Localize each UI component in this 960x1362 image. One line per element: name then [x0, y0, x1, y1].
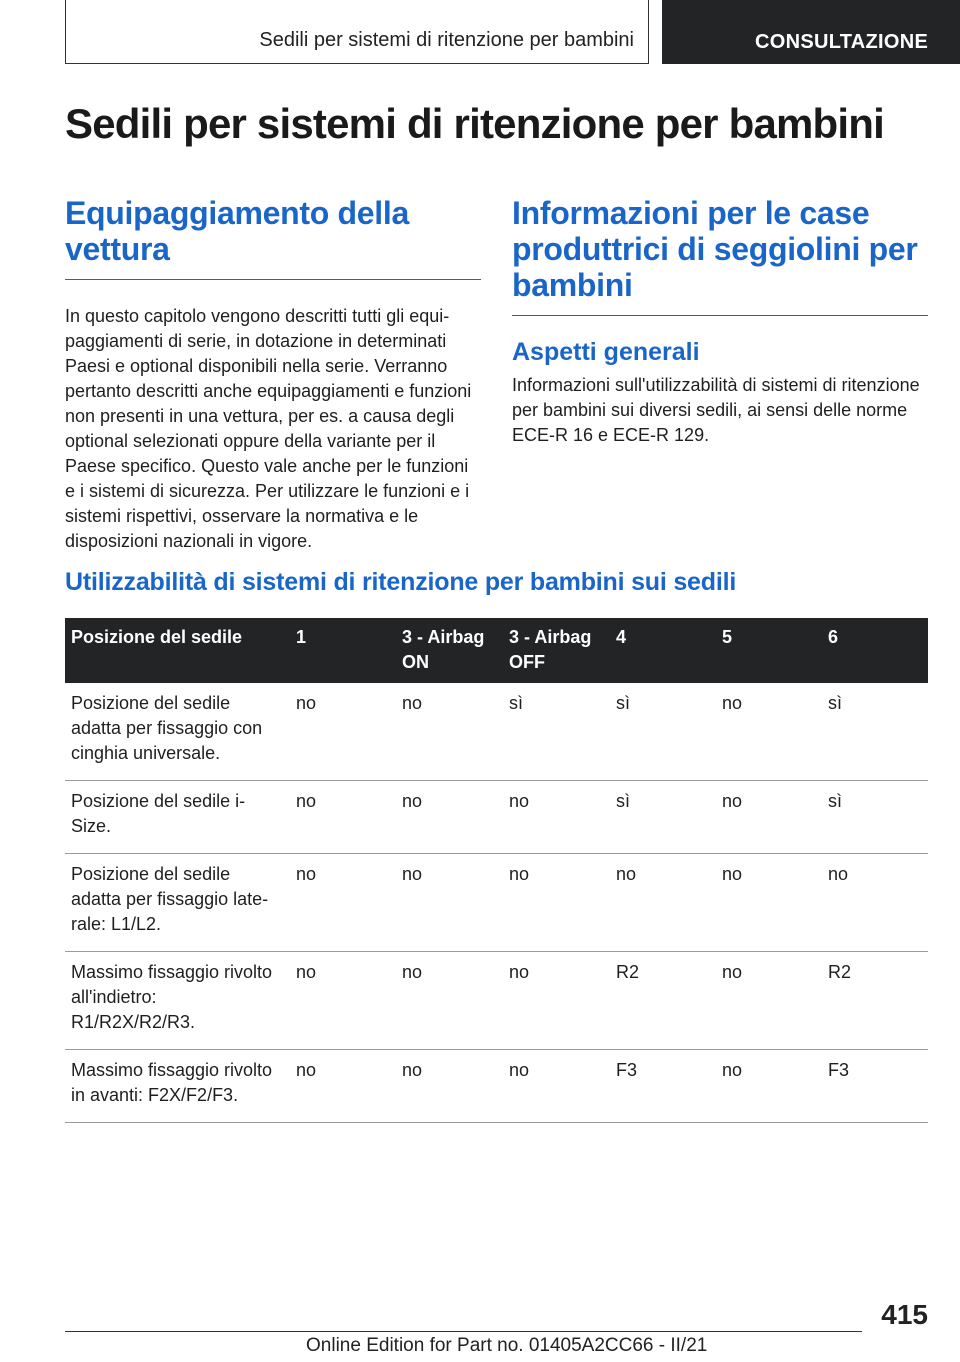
subheading-general: Aspetti generali — [512, 338, 700, 366]
edition-footer: Online Edition for Part no. 01405A2CC66 - II/21 — [306, 1335, 708, 1356]
column-header: 4 — [610, 618, 716, 683]
right-column — [512, 195, 928, 448]
heading-rule — [512, 315, 928, 316]
table-cell: no — [396, 781, 503, 854]
left-column — [65, 195, 481, 554]
chapter-tab[interactable] — [662, 0, 960, 64]
table-cell: no — [716, 854, 822, 952]
column-header: 3 - Airbag OFF — [503, 618, 610, 683]
table-cell: Posizione del sedile adatta per fissaggio laterale: L1/L2. — [65, 854, 290, 952]
table-cell: no — [503, 854, 610, 952]
table-heading: Utilizzabilità di sistemi di ritenzione per bambini sui sedili — [65, 568, 737, 596]
table-cell: sì — [822, 683, 928, 781]
seat-usability-table — [65, 618, 928, 1123]
table-cell: no — [503, 781, 610, 854]
running-header-title: Sedili per sistemi di ritenzione per bambini — [259, 29, 634, 51]
general-paragraph: Informazioni sull'utilizzabilità di sistemi di ritenzione per bambini sui diversi sedili, ai sensi delle norme ECE-R 16 e ECE-R 129. — [512, 375, 920, 445]
table-cell: no — [396, 1050, 503, 1123]
table-cell: no — [610, 854, 716, 952]
table-cell: no — [716, 1050, 822, 1123]
column-header: Posizione del sedile — [65, 618, 290, 683]
table-cell: sì — [610, 683, 716, 781]
column-header: 6 — [822, 618, 928, 683]
table-cell: no — [396, 854, 503, 952]
table-cell: no — [290, 952, 396, 1050]
table-cell: Posizione del sedile adatta per fissaggio con cinghia universale. — [65, 683, 290, 781]
table-cell: no — [503, 1050, 610, 1123]
table-cell: Massimo fissaggio rivolto in avanti: F2X/F2/F3. — [65, 1050, 290, 1123]
heading-rule — [65, 279, 481, 280]
table-cell: R2 — [610, 952, 716, 1050]
table-cell: sì — [822, 781, 928, 854]
table-cell: no — [290, 683, 396, 781]
table-row — [65, 854, 928, 952]
page-number: 415 — [881, 1299, 928, 1330]
equipment-paragraph: In questo capitolo vengono descritti tutti gli equipaggiamenti di serie, in dotazione in determinati Paesi e optional disponibili nella serie. Verranno pertanto descritti anche equipaggiamenti e funzioni non presenti in una vettura, per es. a causa degli optional selezionati oppure della variante per il Paese specifico. Questo vale anche per le funzioni e i sistemi di sicurezza. Per utilizzare le funzioni e i sistemi rispettivi, osservare la normativa e le disposizioni nazionali in vigore. — [65, 306, 472, 551]
section-heading-equipment: Equipaggiamento della vettura — [65, 195, 409, 267]
table-row — [65, 1050, 928, 1123]
table-cell: no — [396, 683, 503, 781]
table-cell: no — [396, 952, 503, 1050]
table-cell: F3 — [610, 1050, 716, 1123]
column-header: 1 — [290, 618, 396, 683]
footer-rule — [65, 1331, 862, 1332]
table-header-row — [65, 618, 928, 683]
chapter-tab-label: CONSULTAZIONE — [755, 31, 929, 53]
table-cell: Massimo fissaggio rivolto all'indietro: R1/R2X/R2/R3. — [65, 952, 290, 1050]
table-cell: no — [290, 781, 396, 854]
table-cell: no — [716, 952, 822, 1050]
running-header — [65, 0, 649, 64]
table-cell: no — [716, 781, 822, 854]
table-cell: no — [716, 683, 822, 781]
section-heading-manufacturers: Informazioni per le case produttrici di seggiolini per bambini — [512, 195, 918, 303]
table-cell: F3 — [822, 1050, 928, 1123]
table-cell: no — [822, 854, 928, 952]
table-cell: sì — [503, 683, 610, 781]
table-cell: R2 — [822, 952, 928, 1050]
column-header: 5 — [716, 618, 822, 683]
page-title: Sedili per sistemi di ritenzione per bambini — [65, 100, 884, 147]
table-cell: no — [290, 1050, 396, 1123]
table-row — [65, 952, 928, 1050]
table-cell: no — [290, 854, 396, 952]
table-cell: Posizione del sedile i-Size. — [65, 781, 290, 854]
table-row — [65, 781, 928, 854]
table-cell: sì — [610, 781, 716, 854]
column-header: 3 - Airbag ON — [396, 618, 503, 683]
table-row — [65, 683, 928, 781]
table-cell: no — [503, 952, 610, 1050]
